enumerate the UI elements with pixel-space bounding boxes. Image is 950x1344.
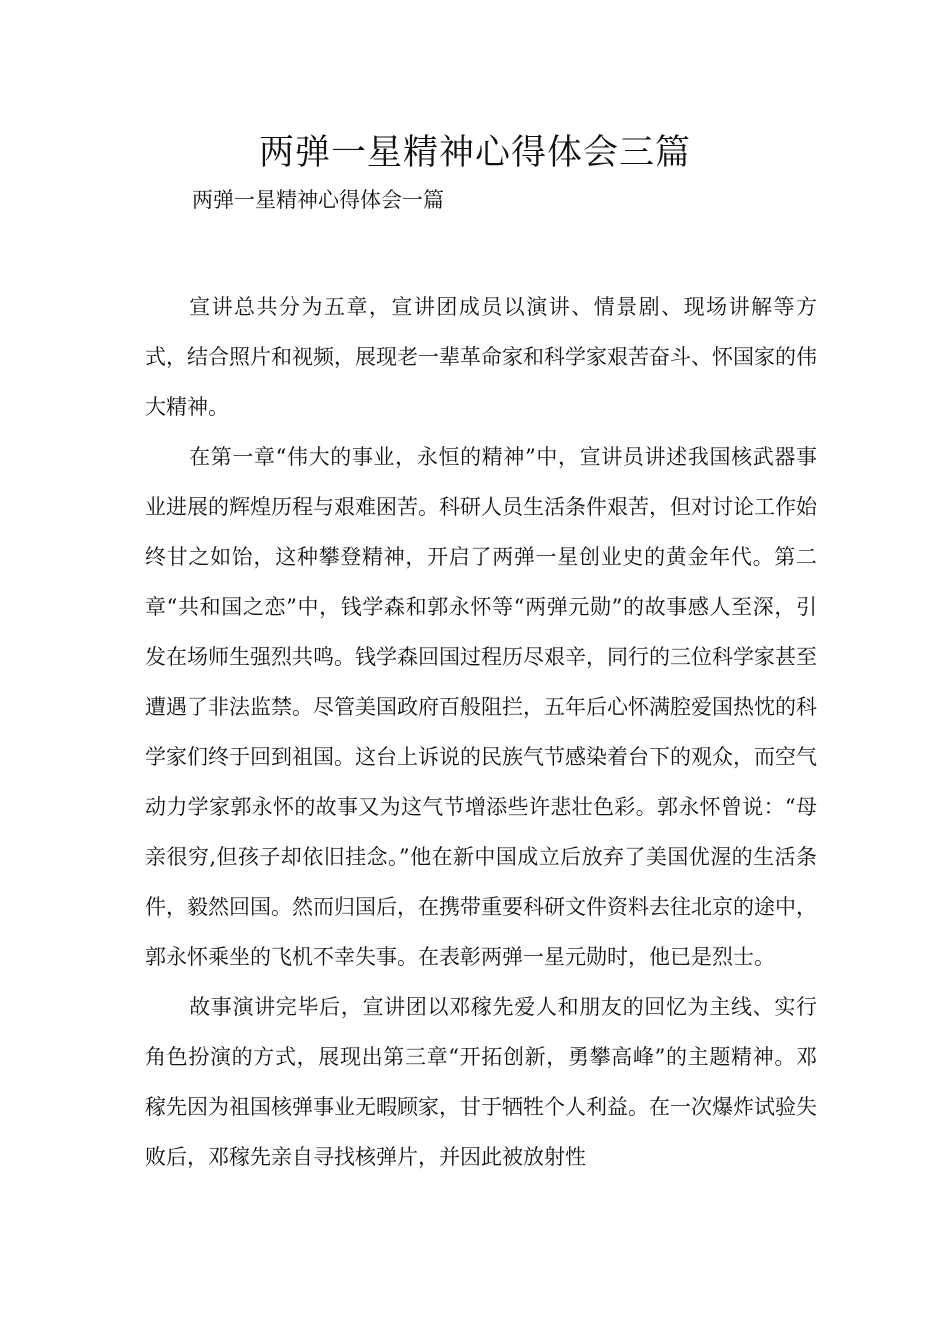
paragraph-intro: 宣讲总共分为五章，宣讲团成员以演讲、情景剧、现场讲解等方式，结合照片和视频，展现老一辈革命家和科学家艰苦奋斗、怀国家的伟大精神。 xyxy=(145,295,817,419)
paragraph-chapter-one-two: 在第一章“伟大的事业，永恒的精神”中，宣讲员讲述我国核武器事业进展的辉煌历程与艰难困苦。科研人员生活条件艰苦，但对讨论工作始终甘之如饴，这种攀登精神，开启了两弹一星创业史的黄金年代。第二章“共和国之恋”中，钱学森和郭永怀等“两弹元勋”的故事感人至深，引发在场师生强烈共鸣。钱学森回国过程历尽艰辛，同行的三位科学家甚至遭遇了非法监禁。尽管美国政府百般阻拦，五年后心怀满腔爱国热忱的科学家们终于回到祖国。这台上诉说的民族气节感染着台下的观众，而空气动力学家郭永怀的故事又为这气节增添些许悲壮色彩。郭永怀曾说：“母亲很穷,但孩子却依旧挂念。”他在新中国成立后放弃了美国优渥的生活条件，毅然回国。然而归国后，在携带重要科研文件资料去往北京的途中，郭永怀乘坐的飞机不幸失事。在表彰两弹一星元勋时，他已是烈士。 xyxy=(145,445,817,969)
paragraph-chapter-three: 故事演讲完毕后，宣讲团以邓稼先爱人和朋友的回忆为主线、实行角色扮演的方式，展现出第三章“开拓创新，勇攀高峰”的主题精神。邓稼先因为祖国核弹事业无暇顾家，甘于牺牲个人利益。在一次爆炸试验失败后，邓稼先亲自寻找核弹片，并因此被放射性 xyxy=(145,995,817,1169)
document-title: 两弹一星精神心得体会三篇 xyxy=(258,133,691,173)
document-subtitle: 两弹一星精神心得体会一篇 xyxy=(192,188,444,212)
document-body xyxy=(145,282,817,1182)
